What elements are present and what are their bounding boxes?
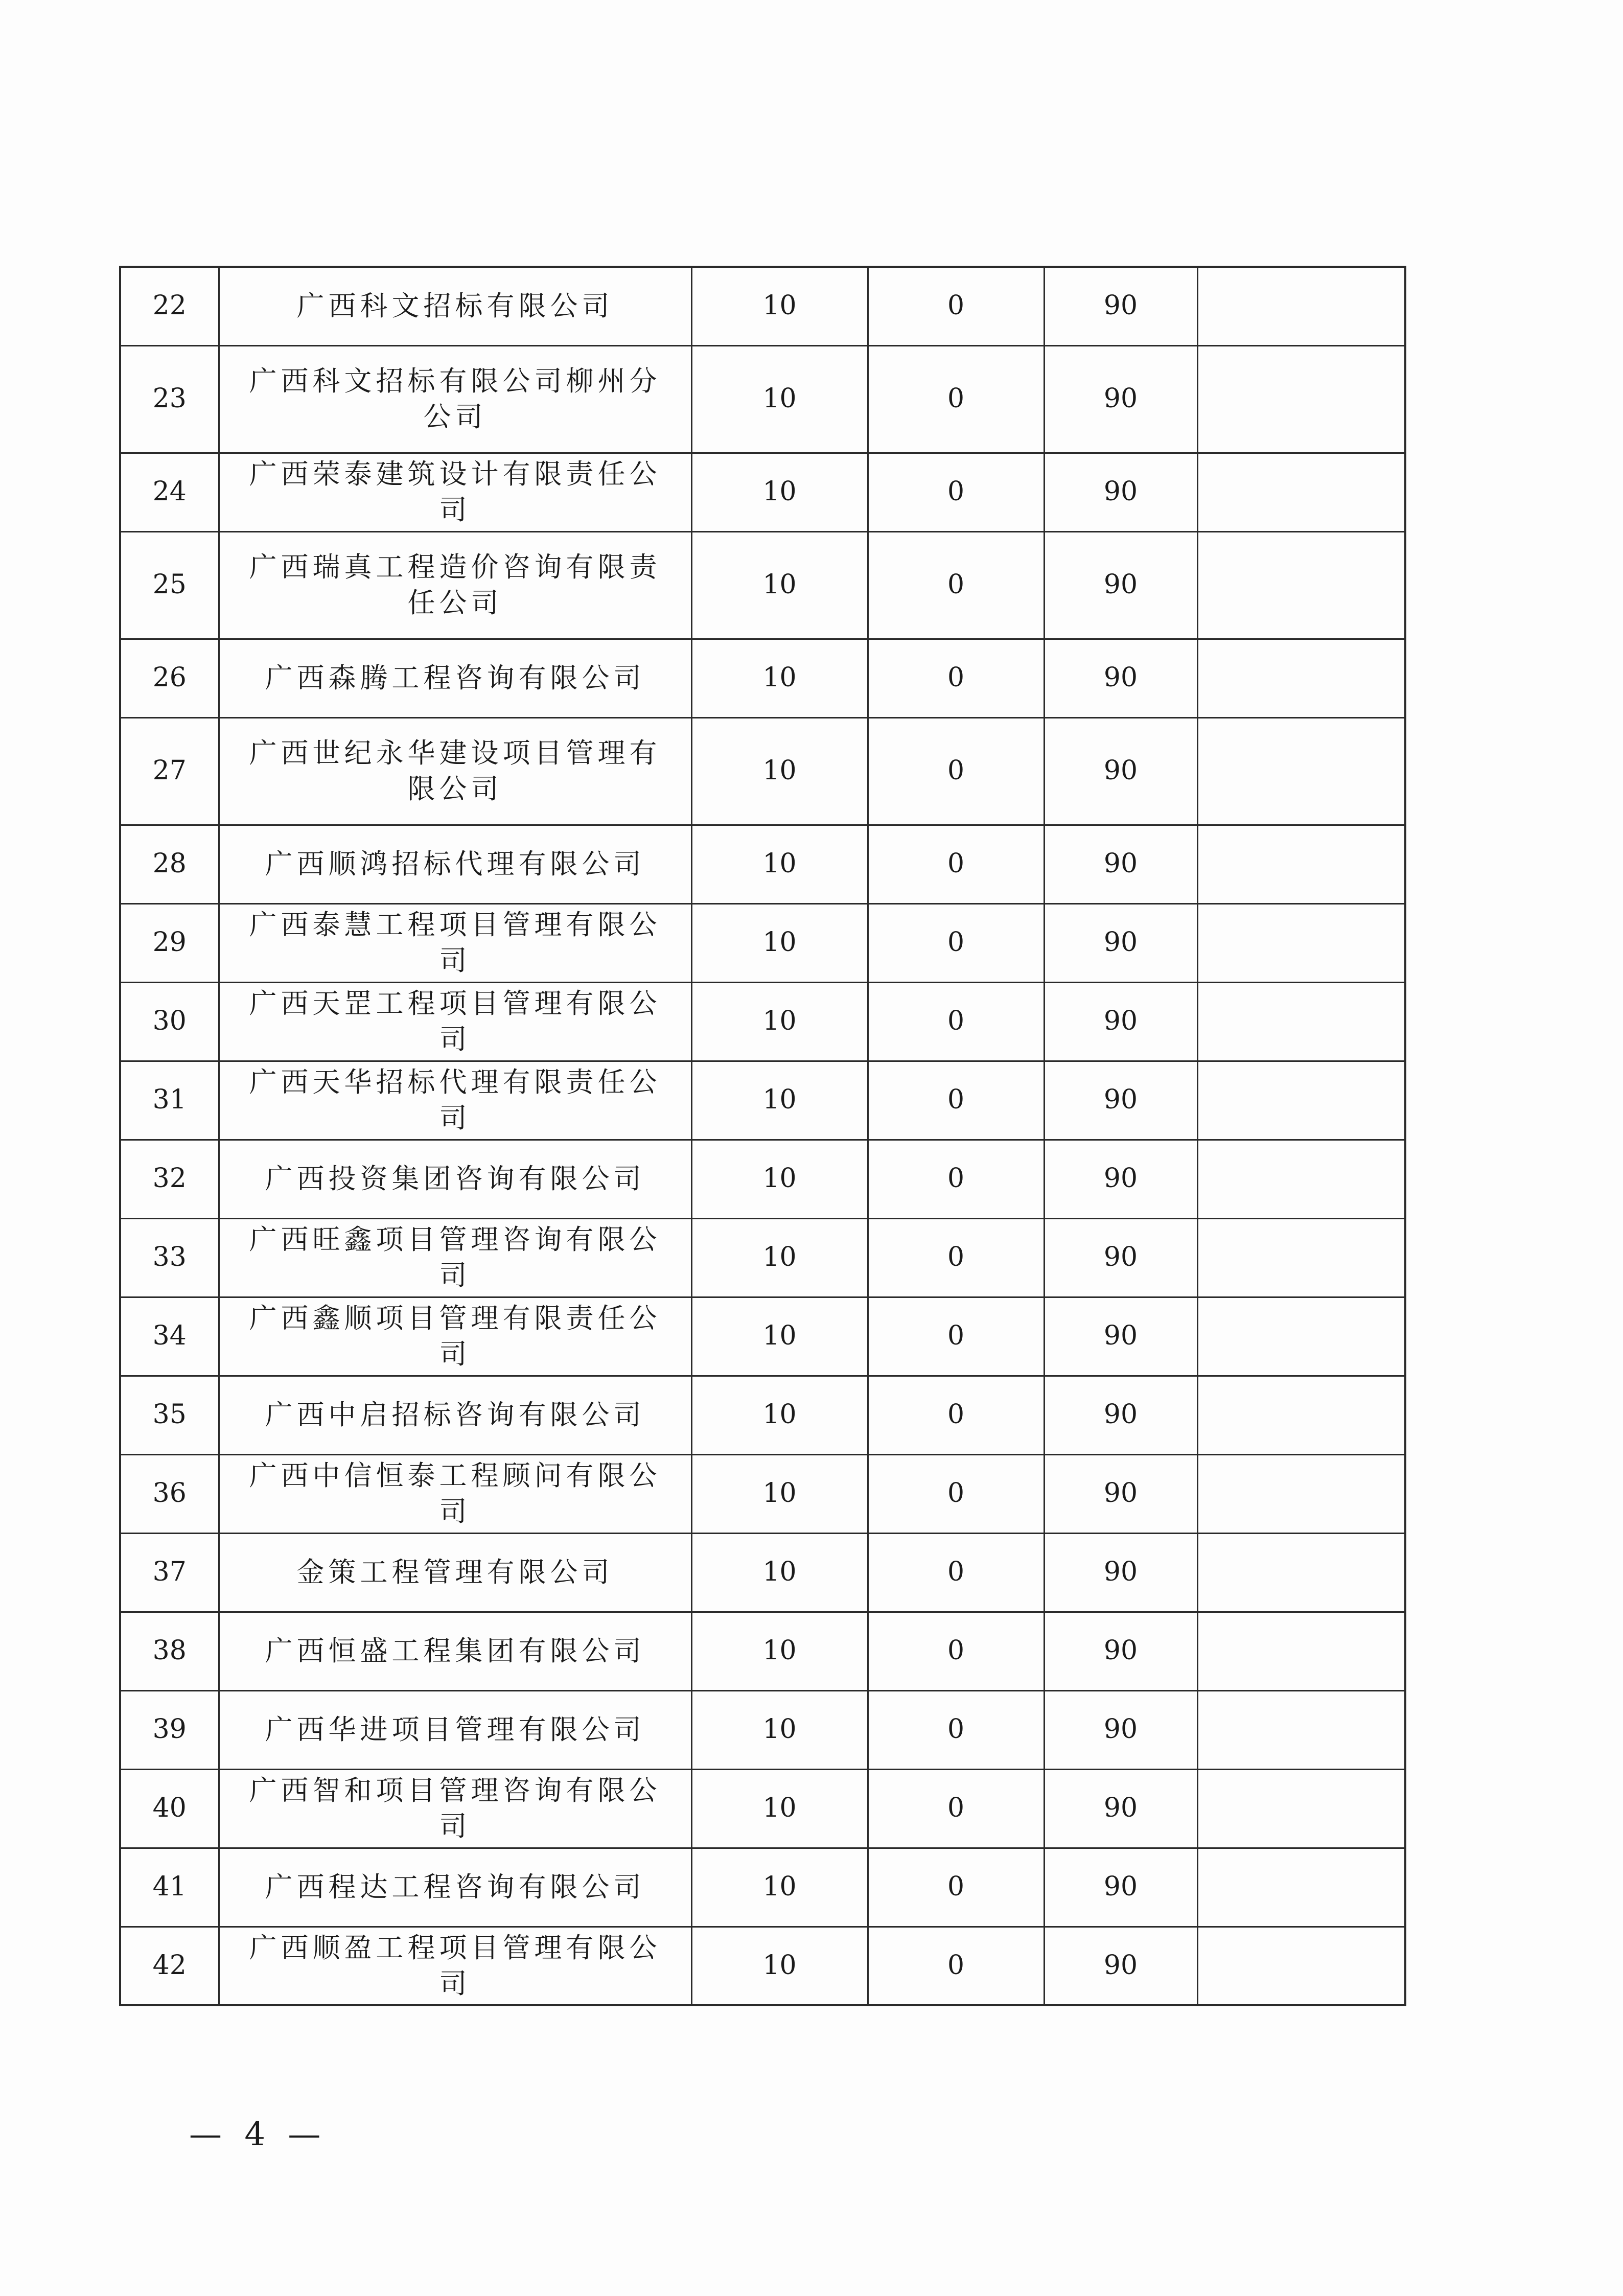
company-name-cell: 广西投资集团咨询有限公司 <box>219 1140 691 1218</box>
row-number-cell: 36 <box>120 1454 219 1533</box>
score-b-cell: 0 <box>868 1297 1044 1376</box>
row-number-cell: 31 <box>120 1061 219 1140</box>
score-b-cell: 0 <box>868 453 1044 531</box>
score-c-cell: 90 <box>1044 453 1197 531</box>
table-row <box>120 982 1405 1061</box>
remarks-cell <box>1197 267 1405 345</box>
table-row <box>120 639 1405 717</box>
remarks-cell <box>1197 345 1405 453</box>
table-row <box>120 531 1405 639</box>
score-b-cell: 0 <box>868 531 1044 639</box>
table-row <box>120 825 1405 903</box>
score-a-cell: 10 <box>691 531 868 639</box>
score-a-cell: 10 <box>691 1376 868 1454</box>
remarks-cell <box>1197 1690 1405 1769</box>
row-number-cell: 42 <box>120 1927 219 2005</box>
score-c-cell: 90 <box>1044 1140 1197 1218</box>
score-b-cell: 0 <box>868 1612 1044 1690</box>
company-name-cell: 广西顺盈工程项目管理有限公司 <box>219 1927 691 2005</box>
score-b-cell: 0 <box>868 639 1044 717</box>
remarks-cell <box>1197 1848 1405 1927</box>
score-a-cell: 10 <box>691 639 868 717</box>
company-name-cell: 广西世纪永华建设项目管理有限公司 <box>219 717 691 825</box>
table-row <box>120 903 1405 982</box>
table-row <box>120 717 1405 825</box>
remarks-cell <box>1197 982 1405 1061</box>
score-b-cell: 0 <box>868 717 1044 825</box>
row-number-cell: 39 <box>120 1690 219 1769</box>
row-number-cell: 24 <box>120 453 219 531</box>
score-b-cell: 0 <box>868 267 1044 345</box>
row-number-cell: 23 <box>120 345 219 453</box>
table-row <box>120 453 1405 531</box>
row-number-cell: 30 <box>120 982 219 1061</box>
score-c-cell: 90 <box>1044 1454 1197 1533</box>
table-row <box>120 1927 1405 2005</box>
remarks-cell <box>1197 1533 1405 1612</box>
score-a-cell: 10 <box>691 982 868 1061</box>
company-name-cell: 广西中信恒泰工程顾问有限公司 <box>219 1454 691 1533</box>
company-name-cell: 广西科文招标有限公司 <box>219 267 691 345</box>
company-name-cell: 广西旺鑫项目管理咨询有限公司 <box>219 1218 691 1297</box>
table-row <box>120 1218 1405 1297</box>
company-name-cell: 广西智和项目管理咨询有限公司 <box>219 1769 691 1848</box>
score-a-cell: 10 <box>691 345 868 453</box>
score-b-cell: 0 <box>868 1533 1044 1612</box>
company-name-cell: 金策工程管理有限公司 <box>219 1533 691 1612</box>
remarks-cell <box>1197 1061 1405 1140</box>
score-b-cell: 0 <box>868 1927 1044 2005</box>
score-b-cell: 0 <box>868 903 1044 982</box>
row-number-cell: 26 <box>120 639 219 717</box>
score-c-cell: 90 <box>1044 639 1197 717</box>
score-c-cell: 90 <box>1044 1297 1197 1376</box>
remarks-cell <box>1197 1927 1405 2005</box>
score-c-cell: 90 <box>1044 982 1197 1061</box>
score-b-cell: 0 <box>868 1140 1044 1218</box>
table-row <box>120 1690 1405 1769</box>
row-number-cell: 33 <box>120 1218 219 1297</box>
score-b-cell: 0 <box>868 345 1044 453</box>
company-name-cell: 广西科文招标有限公司柳州分公司 <box>219 345 691 453</box>
company-name-cell: 广西泰慧工程项目管理有限公司 <box>219 903 691 982</box>
score-c-cell: 90 <box>1044 1061 1197 1140</box>
row-number-cell: 40 <box>120 1769 219 1848</box>
score-c-cell: 90 <box>1044 345 1197 453</box>
remarks-cell <box>1197 639 1405 717</box>
score-a-cell: 10 <box>691 1218 868 1297</box>
remarks-cell <box>1197 1297 1405 1376</box>
score-a-cell: 10 <box>691 1061 868 1140</box>
score-a-cell: 10 <box>691 1612 868 1690</box>
table-row <box>120 345 1405 453</box>
score-a-cell: 10 <box>691 1454 868 1533</box>
row-number-cell: 41 <box>120 1848 219 1927</box>
remarks-cell <box>1197 903 1405 982</box>
row-number-cell: 27 <box>120 717 219 825</box>
score-b-cell: 0 <box>868 1690 1044 1769</box>
table-row <box>120 1061 1405 1140</box>
score-a-cell: 10 <box>691 1533 868 1612</box>
row-number-cell: 29 <box>120 903 219 982</box>
row-number-cell: 22 <box>120 267 219 345</box>
company-name-cell: 广西天罡工程项目管理有限公司 <box>219 982 691 1061</box>
row-number-cell: 28 <box>120 825 219 903</box>
table-row <box>120 1533 1405 1612</box>
score-b-cell: 0 <box>868 1061 1044 1140</box>
score-c-cell: 90 <box>1044 1376 1197 1454</box>
score-c-cell: 90 <box>1044 1690 1197 1769</box>
score-a-cell: 10 <box>691 1848 868 1927</box>
remarks-cell <box>1197 1376 1405 1454</box>
row-number-cell: 35 <box>120 1376 219 1454</box>
score-c-cell: 90 <box>1044 267 1197 345</box>
remarks-cell <box>1197 1218 1405 1297</box>
agency-score-table <box>119 266 1406 2006</box>
row-number-cell: 25 <box>120 531 219 639</box>
score-a-cell: 10 <box>691 1769 868 1848</box>
score-b-cell: 0 <box>868 1848 1044 1927</box>
score-a-cell: 10 <box>691 1690 868 1769</box>
remarks-cell <box>1197 1454 1405 1533</box>
row-number-cell: 32 <box>120 1140 219 1218</box>
score-c-cell: 90 <box>1044 1533 1197 1612</box>
company-name-cell: 广西顺鸿招标代理有限公司 <box>219 825 691 903</box>
table-row <box>120 267 1405 345</box>
table-row <box>120 1140 1405 1218</box>
remarks-cell <box>1197 1612 1405 1690</box>
company-name-cell: 广西程达工程咨询有限公司 <box>219 1848 691 1927</box>
score-c-cell: 90 <box>1044 717 1197 825</box>
company-name-cell: 广西森腾工程咨询有限公司 <box>219 639 691 717</box>
table-row <box>120 1376 1405 1454</box>
score-a-cell: 10 <box>691 1297 868 1376</box>
company-name-cell: 广西恒盛工程集团有限公司 <box>219 1612 691 1690</box>
table-row <box>120 1612 1405 1690</box>
score-b-cell: 0 <box>868 825 1044 903</box>
score-c-cell: 90 <box>1044 825 1197 903</box>
company-name-cell: 广西荣泰建筑设计有限责任公司 <box>219 453 691 531</box>
score-a-cell: 10 <box>691 1927 868 2005</box>
score-c-cell: 90 <box>1044 1612 1197 1690</box>
score-a-cell: 10 <box>691 717 868 825</box>
remarks-cell <box>1197 1769 1405 1848</box>
score-a-cell: 10 <box>691 825 868 903</box>
row-number-cell: 38 <box>120 1612 219 1690</box>
score-c-cell: 90 <box>1044 1769 1197 1848</box>
score-c-cell: 90 <box>1044 1848 1197 1927</box>
remarks-cell <box>1197 453 1405 531</box>
score-b-cell: 0 <box>868 982 1044 1061</box>
score-c-cell: 90 <box>1044 903 1197 982</box>
page-number: — 4 — <box>189 2116 327 2153</box>
score-c-cell: 90 <box>1044 531 1197 639</box>
company-name-cell: 广西天华招标代理有限责任公司 <box>219 1061 691 1140</box>
remarks-cell <box>1197 825 1405 903</box>
score-a-cell: 10 <box>691 453 868 531</box>
company-name-cell: 广西鑫顺项目管理有限责任公司 <box>219 1297 691 1376</box>
score-b-cell: 0 <box>868 1769 1044 1848</box>
company-name-cell: 广西中启招标咨询有限公司 <box>219 1376 691 1454</box>
table-row <box>120 1454 1405 1533</box>
table-row <box>120 1297 1405 1376</box>
score-c-cell: 90 <box>1044 1927 1197 2005</box>
table-row <box>120 1848 1405 1927</box>
remarks-cell <box>1197 717 1405 825</box>
company-name-cell: 广西华进项目管理有限公司 <box>219 1690 691 1769</box>
remarks-cell <box>1197 531 1405 639</box>
table-row <box>120 1769 1405 1848</box>
score-b-cell: 0 <box>868 1218 1044 1297</box>
score-a-cell: 10 <box>691 267 868 345</box>
row-number-cell: 37 <box>120 1533 219 1612</box>
score-a-cell: 10 <box>691 1140 868 1218</box>
table-body <box>120 267 1405 2005</box>
company-name-cell: 广西瑞真工程造价咨询有限责任公司 <box>219 531 691 639</box>
score-a-cell: 10 <box>691 903 868 982</box>
row-number-cell: 34 <box>120 1297 219 1376</box>
score-c-cell: 90 <box>1044 1218 1197 1297</box>
remarks-cell <box>1197 1140 1405 1218</box>
score-b-cell: 0 <box>868 1454 1044 1533</box>
score-b-cell: 0 <box>868 1376 1044 1454</box>
